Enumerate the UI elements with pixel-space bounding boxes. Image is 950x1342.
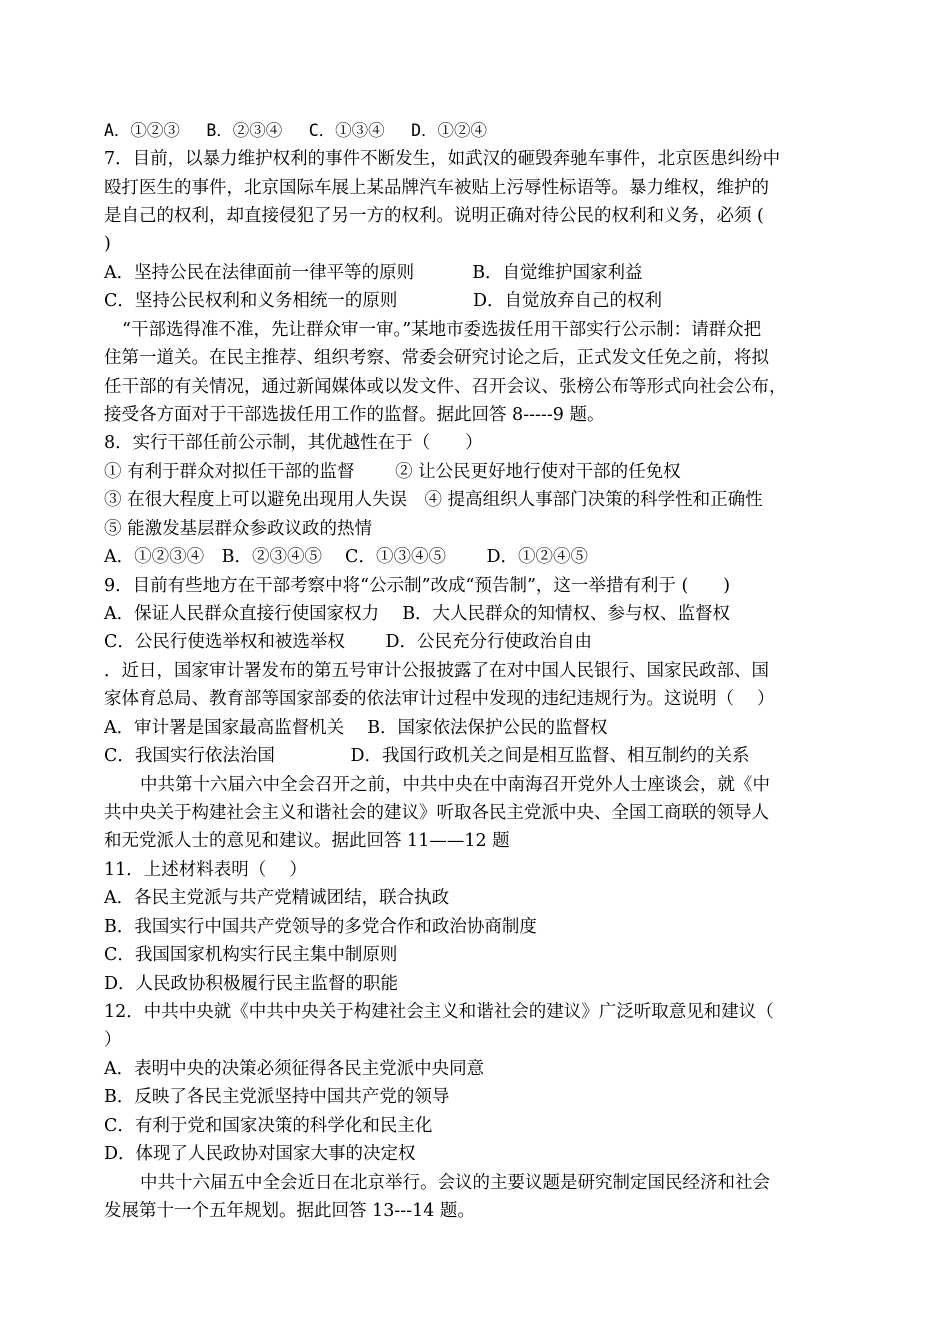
- q11-option-c: C．我国国家机构实行民主集中制原则: [104, 945, 398, 965]
- q10-stem-line-1: ．近日，国家审计署发布的第五号审计公报披露了在对中国人民银行、国家民政部、国: [104, 661, 769, 681]
- q9-options-ab: A．保证人民群众直接行使国家权力 B．大人民群众的知情权、参与权、监督权: [104, 604, 731, 624]
- q7-options-cd: C．坚持公民权利和义务相统一的原则 D．自觉放弃自己的权利: [104, 291, 662, 311]
- q8-item-5: ⑤ 能激发基层群众参政议政的热情: [104, 519, 373, 539]
- q12-option-b: B．反映了各民主党派坚持中国共产党的领导: [104, 1087, 450, 1107]
- q11-option-a: A．各民主党派与共产党精诚团结，联合执政: [104, 888, 450, 908]
- passage-8-9-line-2: 住第一道关。在民主推荐、组织考察、常委会研究讨论之后，正式发文任免之前，将拟: [104, 348, 769, 368]
- passage-8-9-line-1: “干部选得准不准，先让群众审一审。”某地市委选拔任用干部实行公示制：请群众把: [122, 320, 762, 340]
- q8-item-3-4: ③ 在很大程度上可以避免出现用人失误 ④ 提高组织人事部门决策的科学性和正确性: [104, 490, 763, 510]
- q10-stem-line-2: 家体育总局、教育部等国家部委的依法审计过程中发现的违纪违规行为。这说明（ ）: [104, 689, 775, 709]
- q11-option-d: D．人民政协积极履行民主监督的职能: [104, 974, 399, 994]
- q12-option-d: D．体现了人民政协对国家大事的决定权: [104, 1144, 416, 1164]
- passage-11-12-line-1: 中共第十六届六中全会召开之前，中共中央在中南海召开党外人士座谈会，就《中: [140, 775, 770, 795]
- q7-stem-line-3: 是自己的权利，却直接侵犯了另一方的权利。说明正确对待公民的权利和义务，必须 (: [104, 206, 764, 226]
- q9-options-cd: C．公民行使选举权和被选举权 D．公民充分行使政治自由: [104, 632, 592, 652]
- q8-item-1-2: ① 有利于群众对拟任干部的监督 ② 让公民更好地行使对干部的任免权: [104, 462, 681, 482]
- q10-options-cd: C．我国实行依法治国 D．我国行政机关之间是相互监督、相互制约的关系: [104, 746, 750, 766]
- q11-stem: 11．上述材料表明（ ）: [104, 860, 307, 880]
- q7-stem-line-4: ): [104, 234, 111, 254]
- passage-11-12-line-2: 共中央关于构建社会主义和谐社会的建议》听取各民主党派中央、全国工商联的领导人: [104, 803, 769, 823]
- q12-stem-line-1: 12．中共中央就《中共中央关于构建社会主义和谐社会的建议》广泛听取意见和建议（: [104, 1002, 774, 1022]
- q11-option-b: B．我国实行中国共产党领导的多党合作和政治协商制度: [104, 917, 537, 937]
- q8-options: A．①②③④ B．②③④⑤ C．①③④⑤ D．①②④⑤: [104, 547, 589, 567]
- q12-stem-line-2: ）: [104, 1030, 122, 1050]
- q7-options-ab: A．坚持公民在法律面前一律平等的原则 B．自觉维护国家利益: [104, 263, 643, 283]
- passage-8-9-line-3: 任干部的有关情况，通过新闻媒体或以发文件、召开会议、张榜公布等形式向社会公布，: [104, 377, 787, 397]
- q7-stem-line-2: 殴打医生的事件，北京国际车展上某品牌汽车被贴上污辱性标语等。暴力维权，维护的: [104, 178, 769, 198]
- passage-8-9-line-4: 接受各方面对于干部选拔任用工作的监督。据此回答 8-----9 题。: [104, 405, 605, 425]
- q12-option-a: A．表明中央的决策必须征得各民主党派中央同意: [104, 1059, 485, 1079]
- passage-13-14-line-1: 中共十六届五中全会近日在北京举行。会议的主要议题是研究制定国民经济和社会: [140, 1173, 770, 1193]
- q9-stem: 9．目前有些地方在干部考察中将“公示制”改成“预告制”，这一举措有利于 ( ): [104, 576, 731, 596]
- q8-stem: 8．实行干部任前公示制，其优越性在于（ ）: [104, 433, 483, 453]
- passage-13-14-line-2: 发展第十一个五年规划。据此回答 13---14 题。: [104, 1201, 475, 1221]
- q6-options: A．①②③ B．②③④ C．①③④ D．①②④: [104, 121, 488, 140]
- q10-options-ab: A．审计署是国家最高监督机关 B．国家依法保护公民的监督权: [104, 718, 608, 738]
- q12-option-c: C．有利于党和国家决策的科学化和民主化: [104, 1116, 433, 1136]
- q7-stem-line-1: 7．目前，以暴力维护权利的事件不断发生，如武汉的砸毁奔驰车事件，北京医患纠纷中: [104, 149, 781, 169]
- passage-11-12-line-3: 和无党派人士的意见和建议。据此回答 11——12 题: [104, 831, 510, 851]
